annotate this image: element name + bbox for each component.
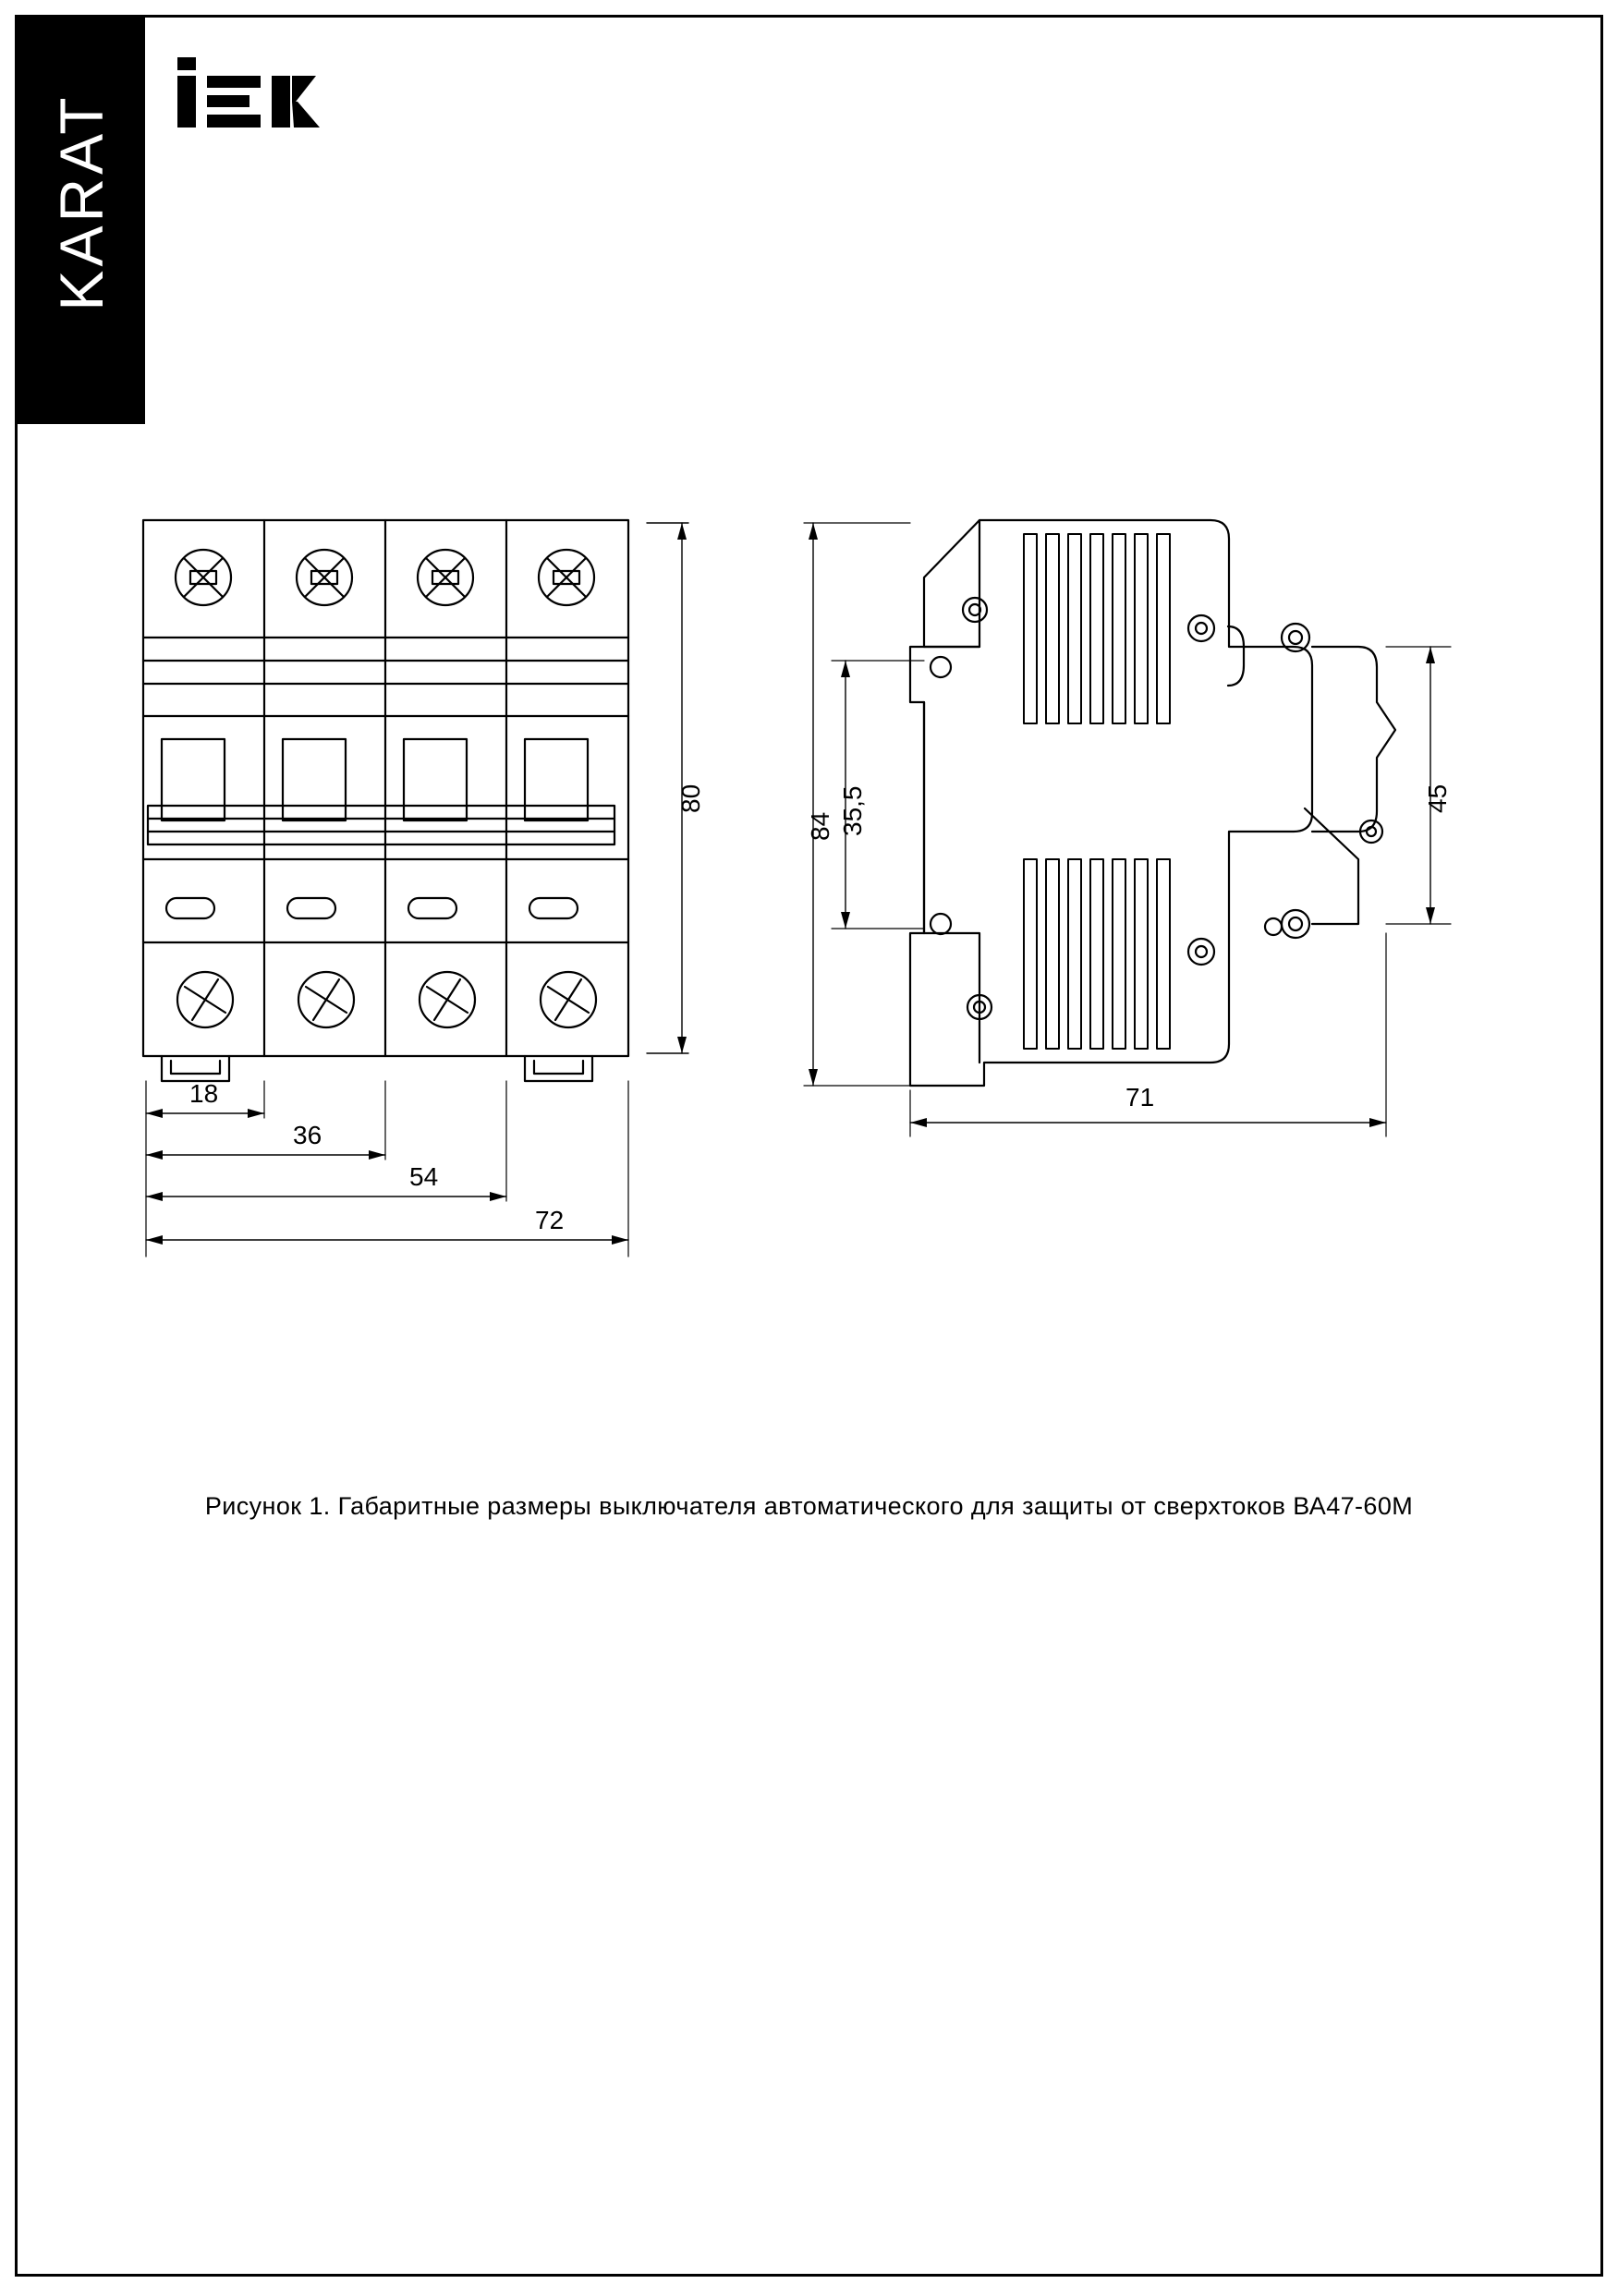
dimension-label-width-18: 18 [189, 1079, 219, 1108]
dimension-label-height-35-5: 35,5 [838, 785, 867, 836]
dimension-label-height-45: 45 [1423, 784, 1452, 813]
brand-band-label: KARAT [47, 93, 116, 311]
dimension-label-height-80: 80 [676, 784, 705, 813]
page-border [15, 15, 1603, 2277]
dimension-label-width-54: 54 [409, 1162, 439, 1191]
figure-caption: Рисунок 1. Габаритные размеры выключателя автоматического для защиты от сверхтоков ВА47-60М [204, 1492, 1414, 1520]
iek-logo [176, 55, 360, 139]
brand-band [18, 18, 145, 424]
dimension-label-height-84: 84 [806, 811, 834, 841]
dimension-label-depth-71: 71 [1125, 1083, 1155, 1112]
dimension-label-width-72: 72 [535, 1206, 565, 1234]
dimension-label-width-36: 36 [293, 1121, 322, 1149]
